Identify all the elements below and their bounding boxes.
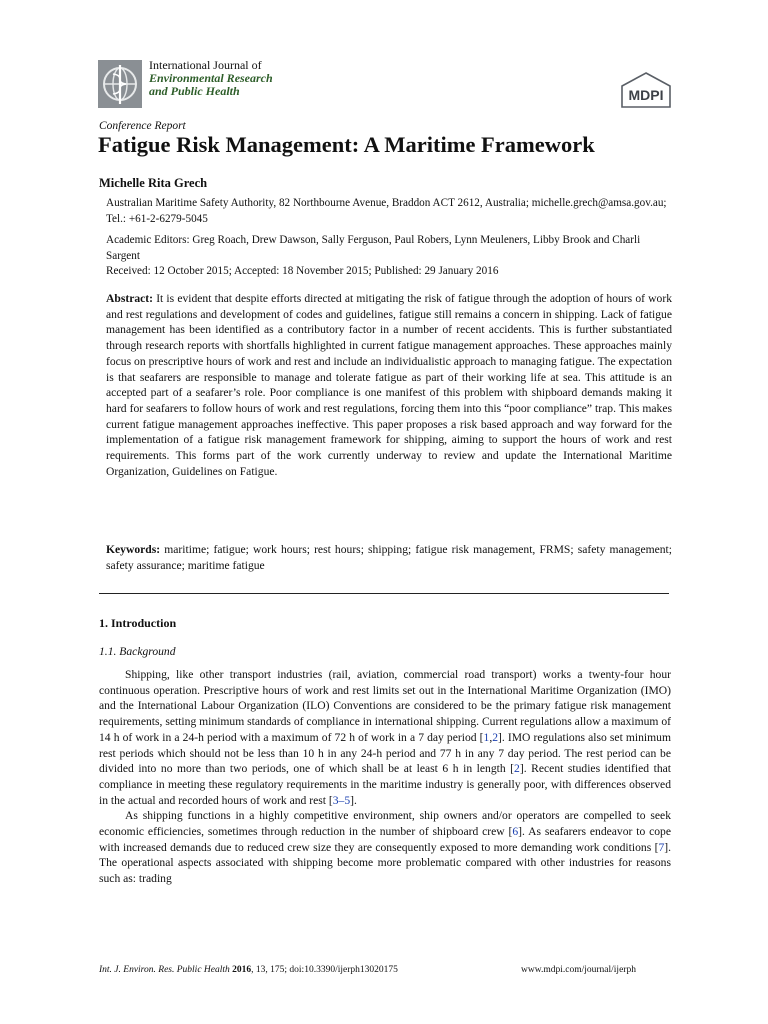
author-name: Michelle Rita Grech bbox=[99, 176, 208, 190]
academic-editors: Academic Editors: Greg Roach, Drew Dawson, Sally Ferguson, Paul Robers, Lynn Meuleners, Libby Brook and Charli Sargent bbox=[106, 234, 641, 262]
citation-year: 2016 bbox=[232, 965, 252, 975]
mdpi-logo-text: MDPI bbox=[628, 87, 664, 103]
journal-name-line2: Environmental Research bbox=[149, 71, 273, 85]
publication-dates: Received: 12 October 2015; Accepted: 18 November 2015; Published: 29 January 2016 bbox=[106, 265, 499, 277]
text-run: ]. bbox=[350, 793, 357, 807]
footer-citation bbox=[99, 965, 398, 975]
paragraph bbox=[99, 667, 671, 808]
text-run: ]. As seafarers endeavor to cope with increased demands due to reduced crew size they are consequently exposed to more demanding work conditions [ bbox=[99, 825, 671, 854]
citation-link[interactable]: 2 bbox=[492, 730, 499, 744]
citation-journal: Int. J. Environ. Res. Public Health bbox=[99, 965, 230, 975]
section-divider bbox=[99, 593, 669, 594]
citation-details: , 13, 175; doi:10.3390/ijerph13020175 bbox=[251, 965, 398, 975]
citation-link[interactable]: 7 bbox=[658, 840, 665, 854]
section-heading: 1. Introduction bbox=[99, 616, 177, 630]
citation-link[interactable]: 3–5 bbox=[332, 793, 351, 807]
editors-and-dates bbox=[106, 233, 676, 280]
abstract bbox=[106, 291, 672, 479]
citation-link[interactable]: 6 bbox=[512, 825, 519, 839]
text-run: Shipping, like other transport industries (rail, aviation, commercial road transport) works a twenty-four hour continuous operation. Prescriptive hours of work and rest limits set out in the International Maritime Organization (IMO) and the International Labour Organization (ILO) Conventions are considered to be the primary fatigue risk management requirements, setting minimum standards of compliance in international shipping. Current regulations allow a maximum of 14 h of work in a 24-h period with a maximum of 72 h of work in a 7 day period [ bbox=[99, 668, 671, 744]
mdpi-logo bbox=[620, 72, 672, 108]
keywords-label: Keywords: bbox=[106, 543, 161, 556]
text-run: ]. IMO regulations also set minimum rest periods which should not be less than 10 h in any 24-h period and 77 h in any 7 day period. The rest period can be divided into no more than two periods, one of which shall be at least 6 h in length [ bbox=[99, 730, 671, 776]
body-text bbox=[99, 667, 671, 887]
keywords bbox=[106, 542, 672, 573]
text-run: As shipping functions in a highly competitive environment, ship owners and/or operators are compelled to seek economic efficiencies, sometimes through reduction in the number of shipboard crew [ bbox=[99, 809, 671, 839]
article-title: Fatigue Risk Management: A Maritime Framework bbox=[98, 132, 595, 157]
citation-link[interactable]: 2 bbox=[514, 762, 520, 776]
journal-name-line1: International Journal of bbox=[149, 58, 262, 72]
affiliation: Australian Maritime Safety Authority, 82 Northbourne Avenue, Braddon ACT 2612, Australia; michelle.grech@amsa.gov.au; Tel.: +61-2-6279-5045 bbox=[106, 197, 667, 225]
text-run: ]. Recent studies identified that compliance in meeting these regulatory requirements in the maritime industry is generally poor, with differences observed in the actual and recorded hours of work and rest [ bbox=[99, 762, 671, 807]
citation-link[interactable]: 1 bbox=[483, 730, 490, 744]
subsection-heading: 1.1. Background bbox=[99, 645, 176, 658]
article-type: Conference Report bbox=[99, 120, 186, 132]
journal-logo-icon bbox=[98, 60, 142, 108]
text-run: ]. The operational aspects associated with shipping become more problematic compared with other industries for reasons such as: trading bbox=[99, 840, 671, 886]
keywords-text: maritime; fatigue; work hours; rest hours; shipping; fatigue risk management, FRMS; safety management; safety assurance; maritime fatigue bbox=[106, 543, 672, 572]
journal-name-line3: and Public Health bbox=[149, 84, 240, 98]
footer-journal-url[interactable]: www.mdpi.com/journal/ijerph bbox=[521, 965, 636, 975]
abstract-label: Abstract: bbox=[106, 292, 154, 305]
text-run: , bbox=[489, 730, 493, 744]
abstract-text: It is evident that despite efforts directed at mitigating the risk of fatigue through the adoption of hours of work and rest regulations and development of codes and guidelines, fatigue still remains a concern in shipping. Lack of fatigue management has been identified as a contributory factor in a number of recent accidents. This is further substantiated through research reports with shortfalls highlighted in current fatigue management approaches. These approaches mainly focus on prescriptive hours of work and rest and include an individualistic approach to managing fatigue. The expectation is that seafarers are responsible to manage and tolerate fatigue as part of their working life at sea. This attitude is an accepted part of a seafarer’s role. Poor compliance is one manifest of this problem with shipboard demands making it hard for seafarers to follow hours of work and rest regulations, forcing them into this “poor compliance” trap. This makes current fatigue management approaches ineffective. This paper proposes a risk based approach and way forward for the implementation of a fatigue risk management framework for shipping, aiming to support the hours of work and rest requirements. This forms part of the work currently underway to review and update the International Maritime Organization, Guidelines on Fatigue. bbox=[106, 292, 672, 478]
paragraph bbox=[99, 808, 671, 887]
